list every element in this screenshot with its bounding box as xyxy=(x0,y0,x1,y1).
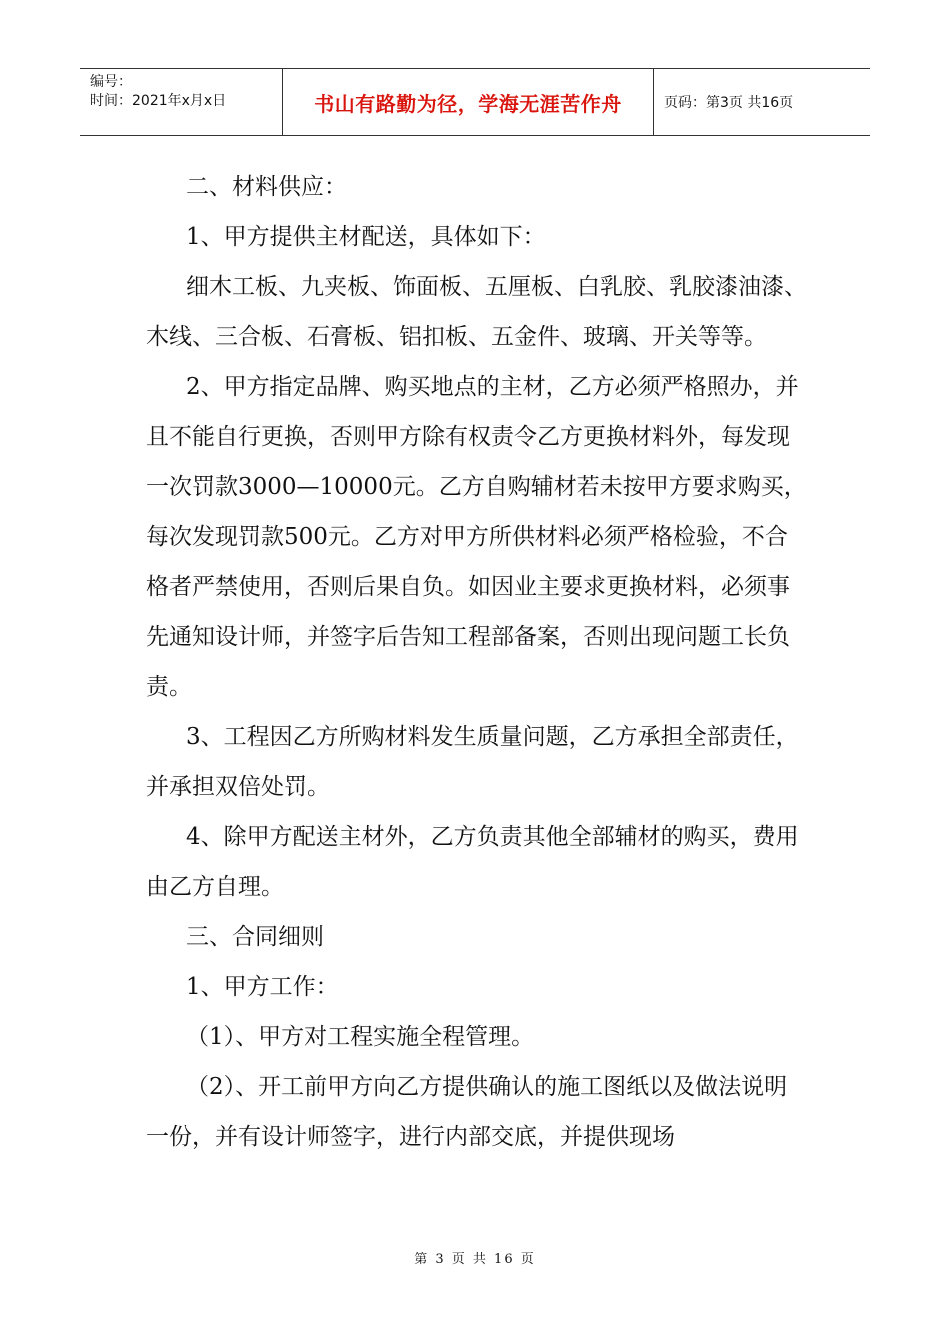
document-number-label: 编号： xyxy=(90,74,132,90)
document-body xyxy=(146,162,810,1162)
header-motto: 书山有路勤为径，学海无涯苦作舟 xyxy=(314,91,622,116)
page-footer: 第 3 页 共 16 页 xyxy=(414,1252,536,1267)
section-heading: 二、材料供应： xyxy=(186,174,347,200)
paragraph: （2）、开工前甲方向乙方提供确认的施工图纸以及做法说明一份，并有设计师签字，进行内部交底，并提供现场 xyxy=(146,1074,788,1150)
header-motto-cell xyxy=(283,69,654,135)
header-meta xyxy=(80,69,283,135)
paragraph: 4、除甲方配送主材外，乙方负责其他全部辅材的购买，费用由乙方自理。 xyxy=(146,824,799,900)
paragraph: 2、甲方指定品牌、购买地点的主材，乙方必须严格照办，并且不能自行更换，否则甲方除有权责令乙方更换材料外，每发现一次罚款3000—10000元。乙方自购辅材若未按甲方要求购买，每次发现罚款500元。乙方对甲方所供材料必须严格检验，不合格者严禁使用，否则后果自负。如因业主要求更换材料，必须事先通知设计师，并签字后告知工程部备案，否则出现问题工长负责。 xyxy=(146,374,807,700)
paragraph: 3、工程因乙方所购材料发生质量问题，乙方承担全部责任，并承担双倍处罚。 xyxy=(146,724,799,800)
paragraph: 细木工板、九夹板、饰面板、五厘板、白乳胶、乳胶漆油漆、木线、三合板、石膏板、铝扣板、五金件、玻璃、开关等等。 xyxy=(146,274,807,350)
page-header xyxy=(80,68,870,136)
paragraph: （1）、甲方对工程实施全程管理。 xyxy=(186,1024,535,1050)
paragraph: 1、甲方提供主材配送，具体如下： xyxy=(186,224,546,250)
paragraph: 1、甲方工作： xyxy=(186,974,339,1000)
header-page-info: 页码：第3页 共16页 xyxy=(664,95,794,111)
document-date: 时间：2021年x月x日 xyxy=(90,93,227,109)
section-heading: 三、合同细则 xyxy=(186,924,324,950)
